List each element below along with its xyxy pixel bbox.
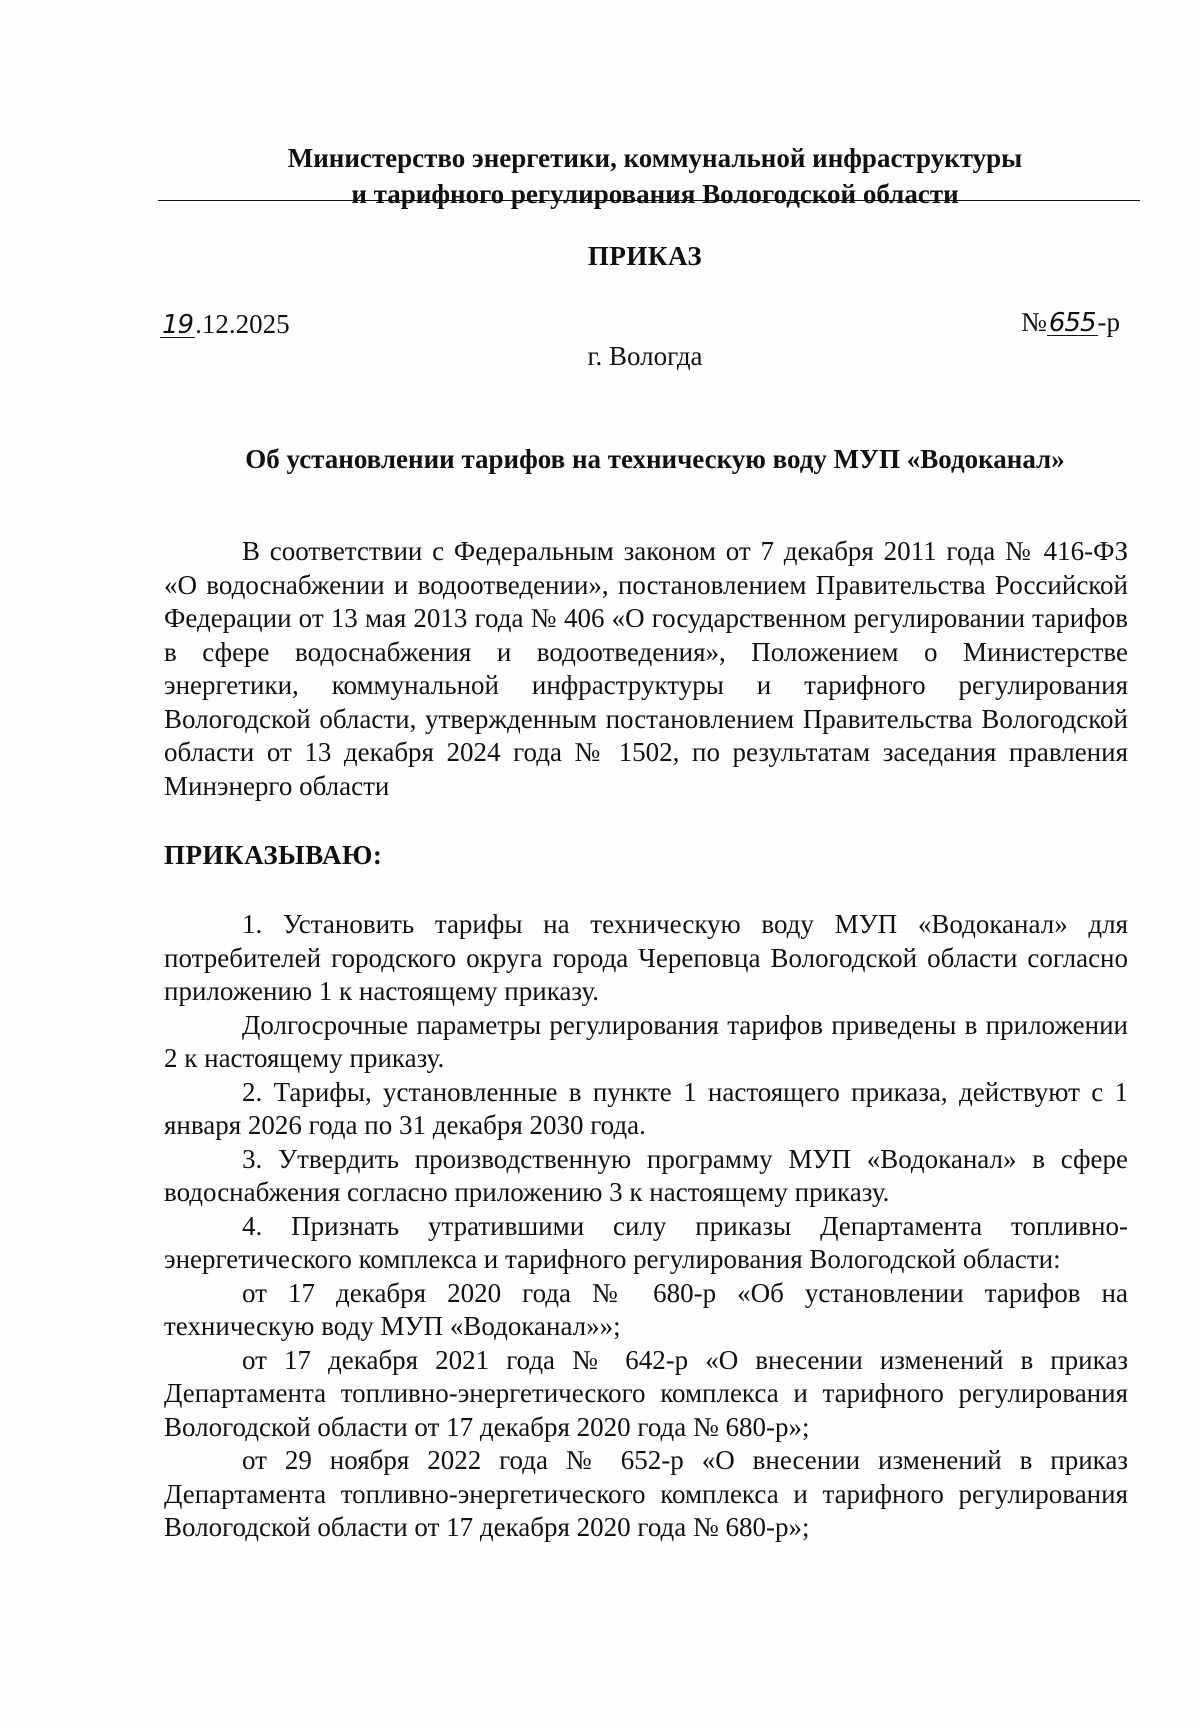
city: г. Вологда [587, 341, 703, 371]
order-item: Долгосрочные параметры регулирования тарифов приведены в приложении 2 к настоящему приказу. [164, 1009, 1128, 1073]
ministry-line-1: Министерство энергетики, коммунальной инфраструктуры [287, 143, 1023, 173]
document-date [160, 309, 290, 340]
document-number [1021, 307, 1120, 338]
date-rest: .12.2025 [195, 309, 290, 339]
number-suffix: -р [1097, 307, 1120, 337]
order-items [164, 908, 1128, 1545]
order-item: 1. Установить тарифы на техническую воду МУП «Водоканал» для потребителей городского округа города Череповца Вологодской области согласно приложению 1 к настоящему приказу. [164, 909, 1128, 1006]
order-verb: ПРИКАЗЫВАЮ: [164, 840, 383, 870]
order-item: от 29 ноября 2022 года № 652-р «О внесении изменений в приказ Департамента топливно-энергетического комплекса и тарифного регулирования Вологодской области от 17 декабря 2020 года № 680-р»; [164, 1445, 1128, 1542]
order-item: 4. Признать утратившими силу приказы Департамента топливно-энергетического комплекса и тарифного регулирования Вологодской области: [164, 1210, 1128, 1274]
order-item: 3. Утвердить производственную программу МУП «Водоканал» в сфере водоснабжения согласно приложению 3 к настоящему приказу. [164, 1143, 1128, 1207]
number-prefix: № [1021, 307, 1047, 337]
header-divider [158, 200, 1140, 201]
preamble [164, 535, 1128, 803]
order-item: от 17 декабря 2020 года № 680-р «Об установлении тарифов на техническую воду МУП «Водоканал»»; [164, 1277, 1128, 1341]
ministry-header [160, 140, 1150, 212]
order-item: от 17 декабря 2021 года № 642-р «О внесении изменений в приказ Департамента топливно-энергетического комплекса и тарифного регулирования Вологодской области от 17 декабря 2020 года № 680-р»; [164, 1344, 1128, 1442]
handwritten-day: 19 [162, 310, 194, 340]
handwritten-number: 655 [1048, 308, 1096, 338]
preamble-paragraph: В соответствии с Федеральным законом от 7 декабря 2011 года № 416-ФЗ «О водоснабжении и водоотведении», постановлением Правительства Российской Федерации от 13 мая 2013 года № 406 «О государственном регулировании тарифов в сфере водоснабжения и водоотведения», Положением о Министерстве энергетики, коммунальной инфраструктуры и тарифного регулирования Вологодской области, утвержденным постановлением Правительства Вологодской области от 13 декабря 2024 года № 1502, по результатам заседания правления Минэнерго области [164, 536, 1128, 801]
order-subject: Об установлении тарифов на техническую воду МУП «Водоканал» [245, 444, 1065, 474]
document-type: ПРИКАЗ [587, 241, 703, 271]
order-item: 2. Тарифы, установленные в пункте 1 настоящего приказа, действуют с 1 января 2026 года по 31 декабря 2030 года. [164, 1076, 1128, 1140]
ministry-line-2: и тарифного регулирования Вологодской области [351, 179, 959, 209]
